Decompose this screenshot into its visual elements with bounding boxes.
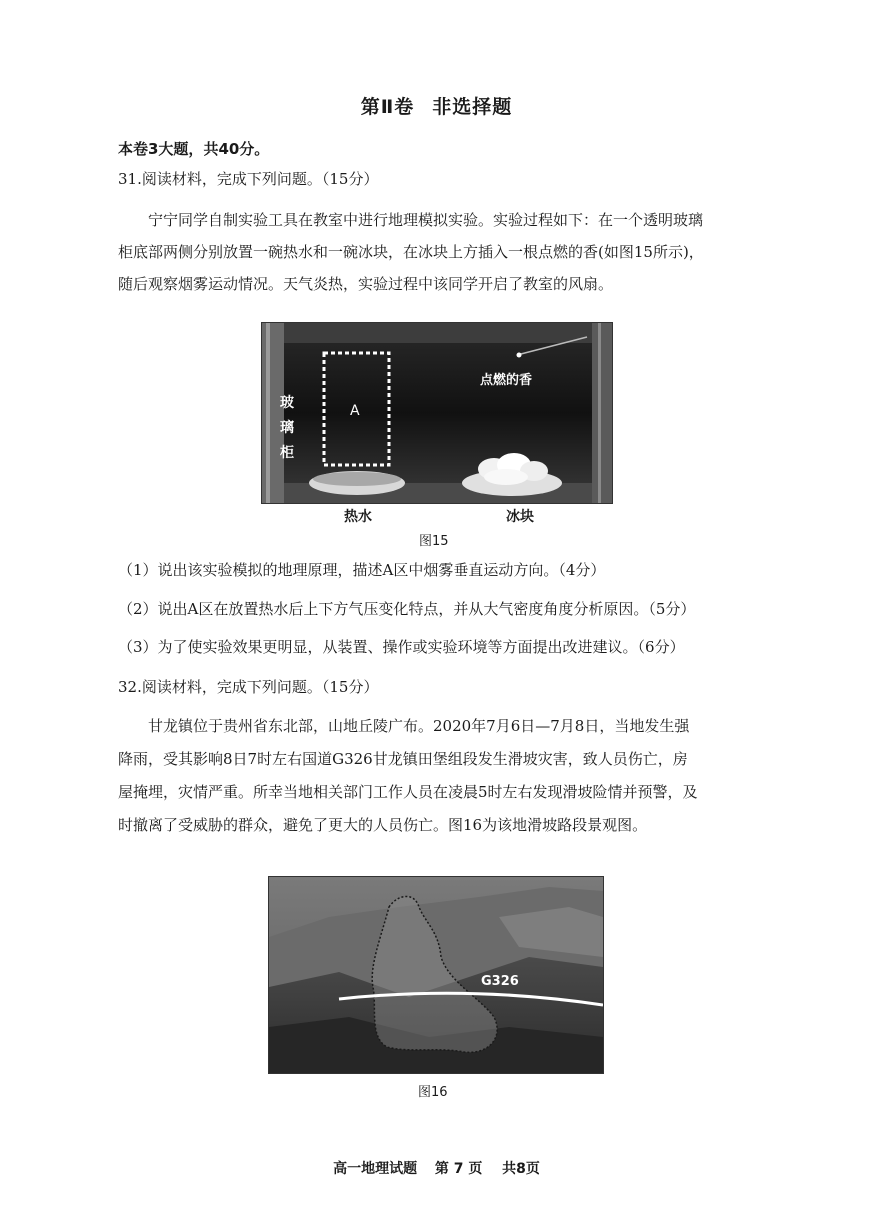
section-intro: 本卷3大题，共40分。 [118, 140, 270, 158]
glass-cabinet-label [276, 391, 298, 466]
q31-heading: 31.阅读材料，完成下列问题。（15分） [118, 170, 379, 188]
q31-material [118, 204, 798, 300]
zone-a-label: A [350, 403, 360, 419]
q31-material-line: 随后观察烟雾运动情况。天气炎热，实验过程中该同学开启了教室的风扇。 [118, 275, 614, 293]
q32-material-line: 时撤离了受威胁的群众，避免了更大的人员伤亡。图16为该地滑坡路段景观图。 [118, 816, 648, 834]
q32-material-line: 降雨，受其影响8日7时左右国道G326甘龙镇田堡组段发生滑坡灾害，致人员伤亡，房 [118, 750, 688, 768]
incense-tip [517, 353, 522, 358]
figure-15-caption: 图15 [419, 534, 449, 549]
figure-16-photo [268, 876, 604, 1074]
road-label: G326 [481, 974, 519, 989]
label-char: 玻 [280, 395, 294, 411]
incense-label: 点燃的香 [480, 373, 533, 388]
label-char: 柜 [280, 445, 294, 461]
page-footer [0, 1158, 873, 1178]
landslide-landscape [269, 877, 603, 1073]
hot-water-label: 热水 [344, 509, 372, 525]
q32-material-line: 甘龙镇位于贵州省东北部，山地丘陵广布。2020年7月6日—7月8日，当地发生强 [148, 717, 690, 735]
footer-page: 第 7 页 [434, 1161, 483, 1177]
section-title [0, 92, 873, 119]
q31-sub-2: （2）说出A区在放置热水后上下方气压变化特点，并从大气密度角度分析原因。（5分） [118, 600, 696, 618]
q32-heading: 32.阅读材料，完成下列问题。（15分） [118, 678, 379, 696]
footer-total: 共8页 [502, 1161, 540, 1177]
q31-sub-1: （1）说出该实验模拟的地理原理，描述A区中烟雾垂直运动方向。（4分） [118, 561, 606, 579]
q32-material [118, 710, 798, 842]
q31-sub-3: （3）为了使实验效果更明显，从装置、操作或实验环境等方面提出改进建议。（6分） [118, 638, 685, 656]
q31-material-line: 宁宁同学自制实验工具在教室中进行地理模拟实验。实验过程如下：在一个透明玻璃 [148, 211, 704, 229]
figure-16-caption: 图16 [418, 1085, 448, 1100]
q32-material-line: 屋掩埋，灾情严重。所幸当地相关部门工作人员在凌晨5时左右发现滑坡险情并预警，及 [118, 783, 698, 801]
q31-material-line: 柜底部两侧分别放置一碗热水和一碗冰块，在冰块上方插入一根点燃的香(如图15所示)， [118, 243, 704, 261]
label-char: 璃 [280, 420, 294, 436]
section-name: 非选择题 [432, 96, 513, 118]
figure-15-photo [261, 322, 613, 504]
glass-cabinet-illustration [262, 323, 612, 503]
footer-subject: 高一地理试题 [333, 1161, 418, 1177]
section-part: 第Ⅱ卷 [360, 96, 415, 118]
ice-label: 冰块 [506, 509, 534, 525]
